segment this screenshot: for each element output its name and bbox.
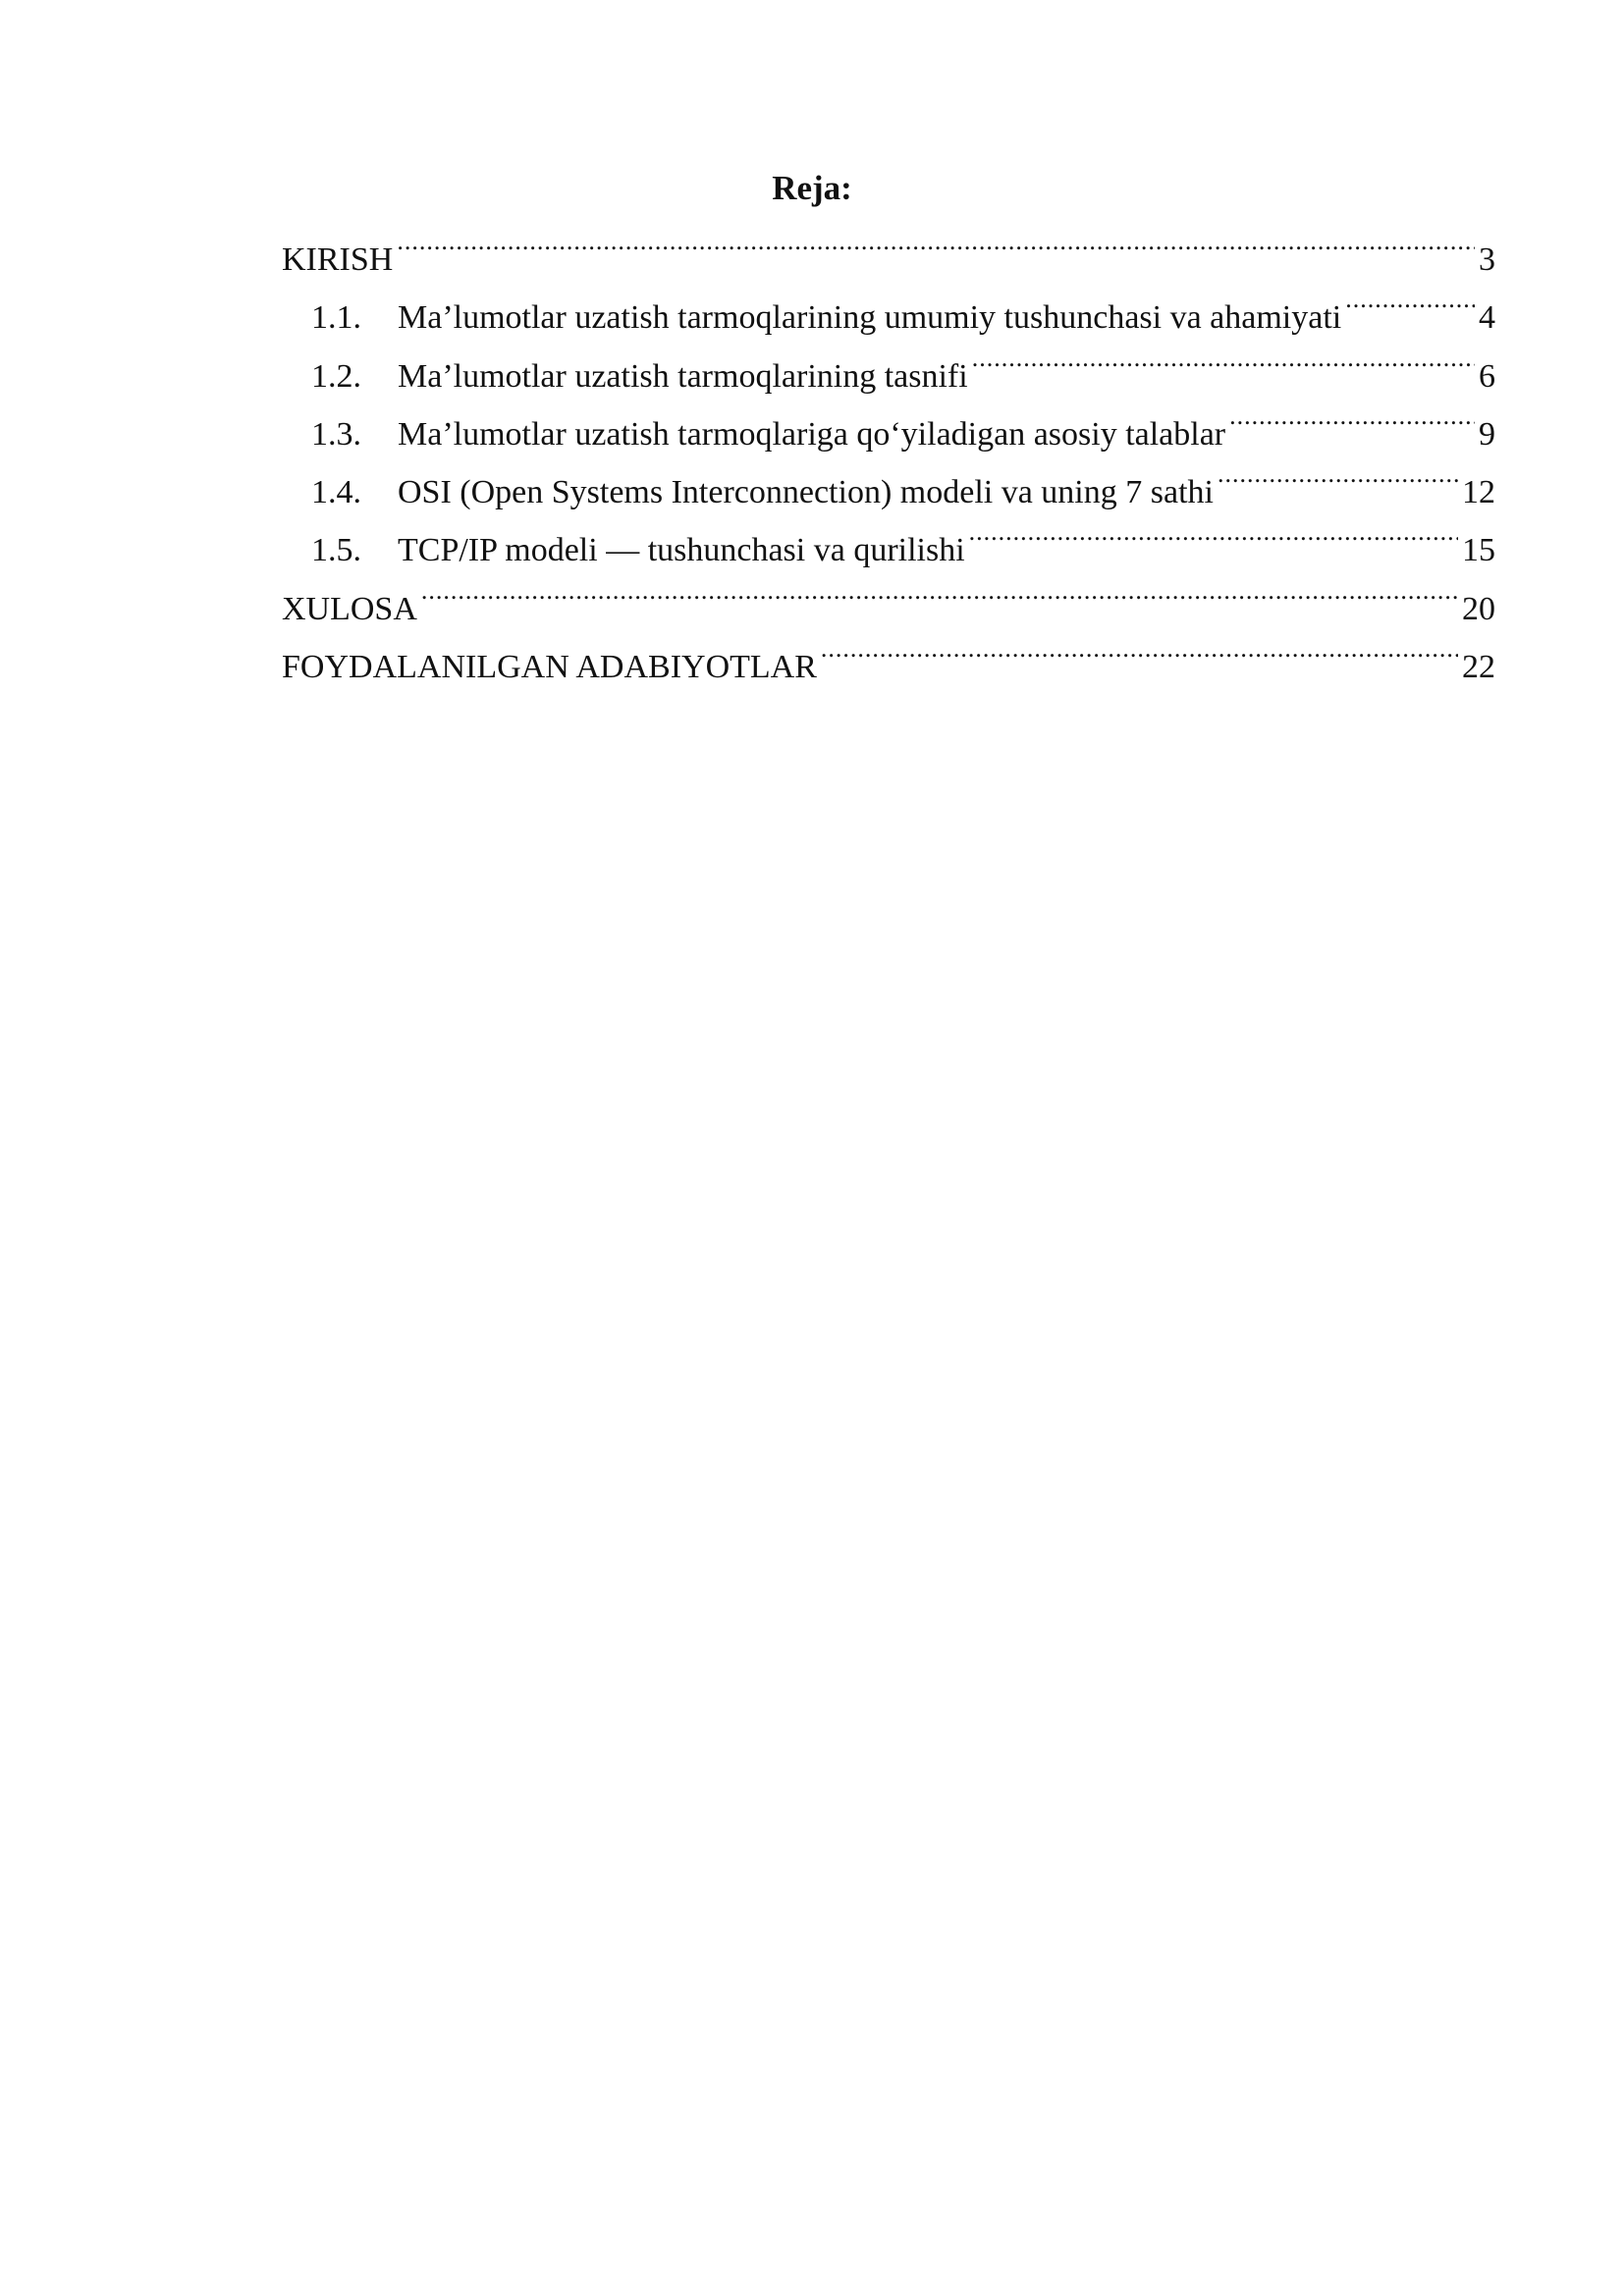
table-of-contents [282,212,1495,686]
toc-page-number: 22 [1462,649,1495,686]
toc-page-number: 15 [1462,532,1495,569]
toc-entry-text: XULOSA [282,590,417,627]
toc-dot-leader [397,212,1475,270]
toc-page-number: 4 [1479,299,1495,337]
toc-section-number: 1.5. [311,532,361,569]
toc-section-number: 1.4. [311,474,361,511]
toc-page-number: 20 [1462,590,1495,627]
toc-entry-adabiyotlar [282,619,1495,686]
toc-entry-text: KIRISH [282,241,394,278]
toc-entry-xulosa [282,561,1495,627]
toc-entry-text: Ma’lumotlar uzatish tarmoqlariga qo‘yiladigan asosiy talablar [398,415,1226,453]
toc-entry-text: OSI (Open Systems Interconnection) modeli va uning 7 sathi [398,474,1214,511]
toc-dot-leader [969,503,1458,561]
toc-entry-text: Ma’lumotlar uzatish tarmoqlarining tasnifi [398,357,968,395]
toc-page-number: 12 [1462,474,1495,511]
toc-page-number: 6 [1479,357,1495,395]
toc-entry-text: Ma’lumotlar uzatish tarmoqlarining umumiy tushunchasi va ahamiyati [398,299,1342,337]
toc-entry-1-1 [282,270,1495,337]
toc-page-number: 9 [1479,415,1495,453]
toc-dot-leader [421,561,1458,619]
toc-entry-text: TCP/IP modeli — tushunchasi va qurilishi [398,532,965,569]
toc-dot-leader [972,329,1475,387]
toc-section-number: 1.2. [311,357,361,395]
toc-entry-kirish [282,212,1495,278]
toc-entry-text: FOYDALANILGAN ADABIYOTLAR [282,649,817,686]
toc-dot-leader [1229,387,1475,445]
toc-section-number: 1.3. [311,415,361,453]
page-title: Reja: [772,169,852,207]
toc-section-number: 1.1. [311,299,361,337]
toc-dot-leader [821,619,1458,677]
toc-dot-leader [1218,445,1458,503]
toc-page-number: 3 [1479,241,1495,278]
toc-dot-leader [1345,270,1475,328]
